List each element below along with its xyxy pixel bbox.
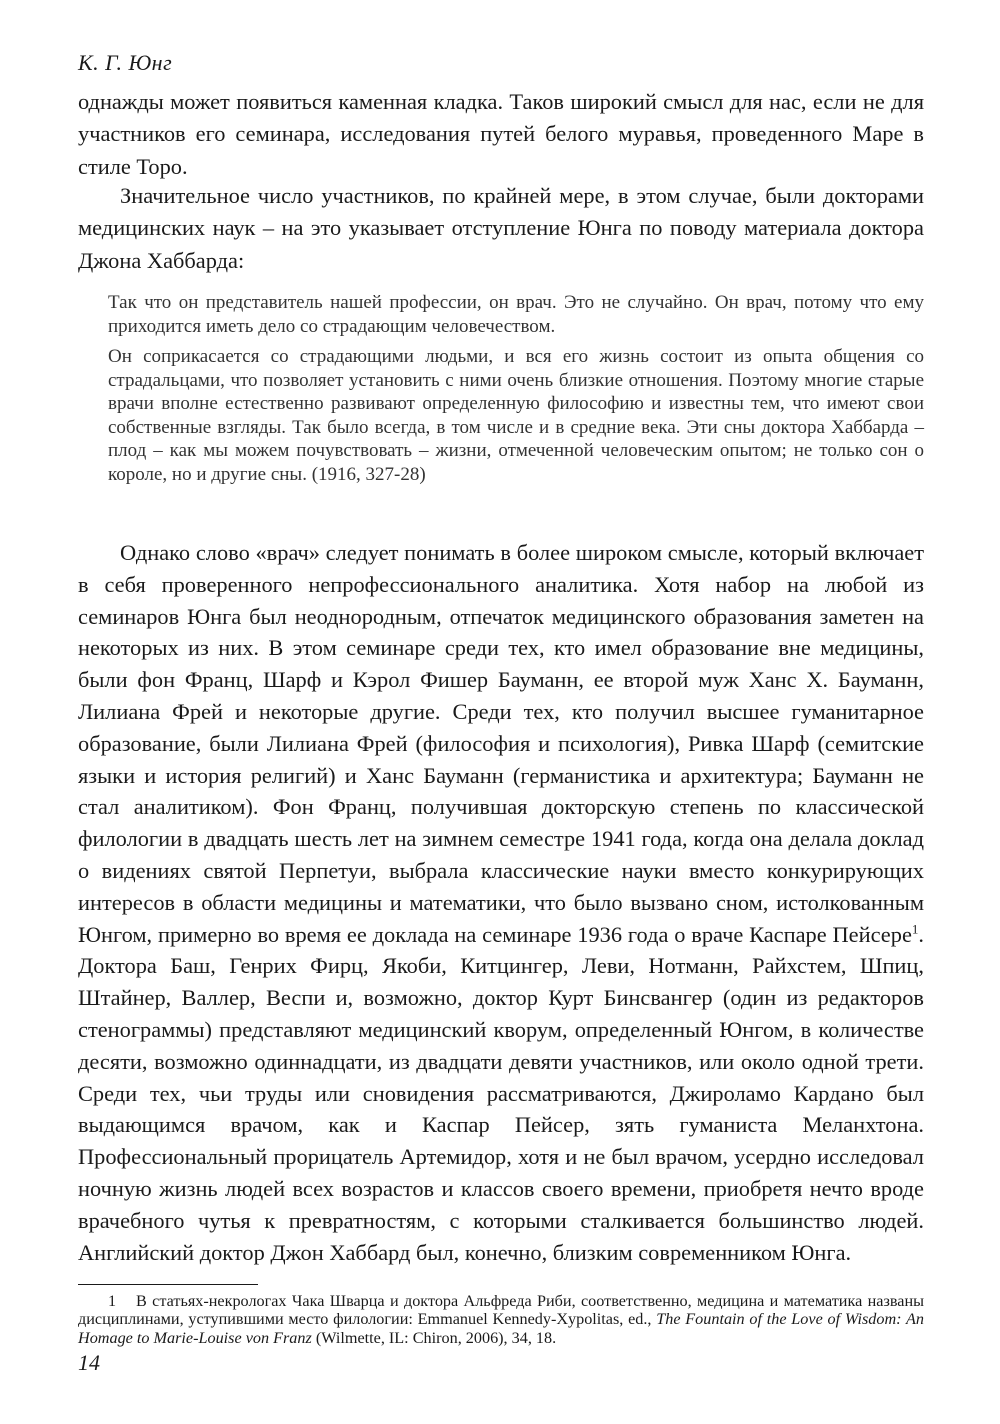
- block-quote-2: Он соприкасается со страдающими людьми, и вся его жизнь состоит из опыта общения со страдальцами, что позволяет установить с ними очень близкие отношения. Поэтому многие старые врачи вполне естественно развивают определенную философию и известны тем, что имеют свои собственные взгляды. Так было всегда, в том числе и в средние века. Эти сны доктора Хаббарда – плод – как мы можем почувствовать – жизни, отмеченной человеческим опытом; не только сон о короле, но и другие сны. (1916, 327-28): [108, 346, 924, 485]
- paragraph-2: Значительное число участников, по крайней мере, в этом случае, были докторами медицинских наук – на это указывает отступление Юнга по поводу материала доктора Джона Хаббарда:: [78, 183, 924, 273]
- page-number: 14: [78, 1350, 100, 1375]
- paragraph-3-part-1: Однако слово «врач» следует понимать в более широком смысле, который включает в себя проверенного непрофессионального аналитика. Хотя набор на любой из семинаров Юнга был неоднородным, отпечаток медицинского образования заметен на некоторых из них. В этом семинаре среди тех, кто имел образование вне медицины, были фон Франц, Шарф и Кэрол Фишер Бауманн, ее второй муж Ханс Х. Бауманн, Лилиана Фрей и некоторые другие. Среди тех, кто получил высшее гуманитарное образование, были Лилиана Фрей (философия и психология), Ривка Шарф (семитские языки и история религий) и Ханс Бауманн (германистика и архитектура; Бауманн не стал аналитиком). Фон Франц, получившая докторскую степень по классической филологии в двадцать шесть лет на зимнем семестре 1941 года, когда она делала доклад о видениях святой Перпетуи, выбрала классические науки вместо конкурирующих интересов в области медицины и математики, что было вызвано сном, истолкованным Юнгом, примерно во время ее доклада на семинаре 1936 года о враче Каспаре Пейсере: [78, 540, 924, 947]
- book-page: [78, 0, 924, 1424]
- footnote-divider: [78, 1284, 258, 1285]
- paragraph-1: однажды может появиться каменная кладка. Таков широкий смысл для нас, если не для участников его семинара, исследования путей белого муравья, проведенного Маре в стиле Торо.: [78, 89, 924, 179]
- footnote: [78, 1292, 924, 1347]
- block-quote-1: Так что он представитель нашей профессии, он врач. Это не случайно. Он врач, потому что ему приходится иметь дело со страдающим человечеством.: [108, 292, 924, 337]
- footnote-book-title: The Fountain of the Love of Wisdom: An Homage to Marie-Louise von Franz: [78, 1310, 924, 1347]
- footnote-text-1: В статьях-некрологах Чака Шварца и доктора Альфреда Риби, соответственно, медицина и математика названы дисциплинами, уступившими место филологии: Emmanuel Kennedy-Xypolitas, ed.,: [78, 1292, 924, 1329]
- paragraph-3: [78, 537, 924, 1268]
- footnote-reference[interactable]: 1: [911, 921, 919, 937]
- footnote-text-2: (Wilmette, IL: Chiron, 2006), 34, 18.: [311, 1328, 557, 1347]
- footnote-number: 1: [108, 1292, 117, 1310]
- paragraph-3-part-2: . Доктора Баш, Генрих Фирц, Якоби, Китцингер, Леви, Нотманн, Райхстем, Шпиц, Штайнер, Валлер, Веспи и, возможно, доктор Курт Бинсвангер (один из редакторов стенограммы) представляют медицинский кворум, определенный Юнгом, в количестве десяти, возможно одиннадцати, из двадцати девяти участников, или около одной трети. Среди тех, чьи труды или сновидения рассматриваются, Джироламо Кардано был выдающимся врачом, как и Каспар Пейсер, зять гуманиста Меланхтона. Профессиональный прорицатель Артемидор, хотя и не был врачом, усердно исследовал ночную жизнь людей всех возрастов и классов своего времени, приобретя нечто вроде врачебного чутья к превратностям, с которыми сталкивается большинство людей. Английский доктор Джон Хаббард был, конечно, близким современником Юнга.: [78, 921, 924, 1265]
- running-head: К. Г. Юнг: [78, 50, 173, 75]
